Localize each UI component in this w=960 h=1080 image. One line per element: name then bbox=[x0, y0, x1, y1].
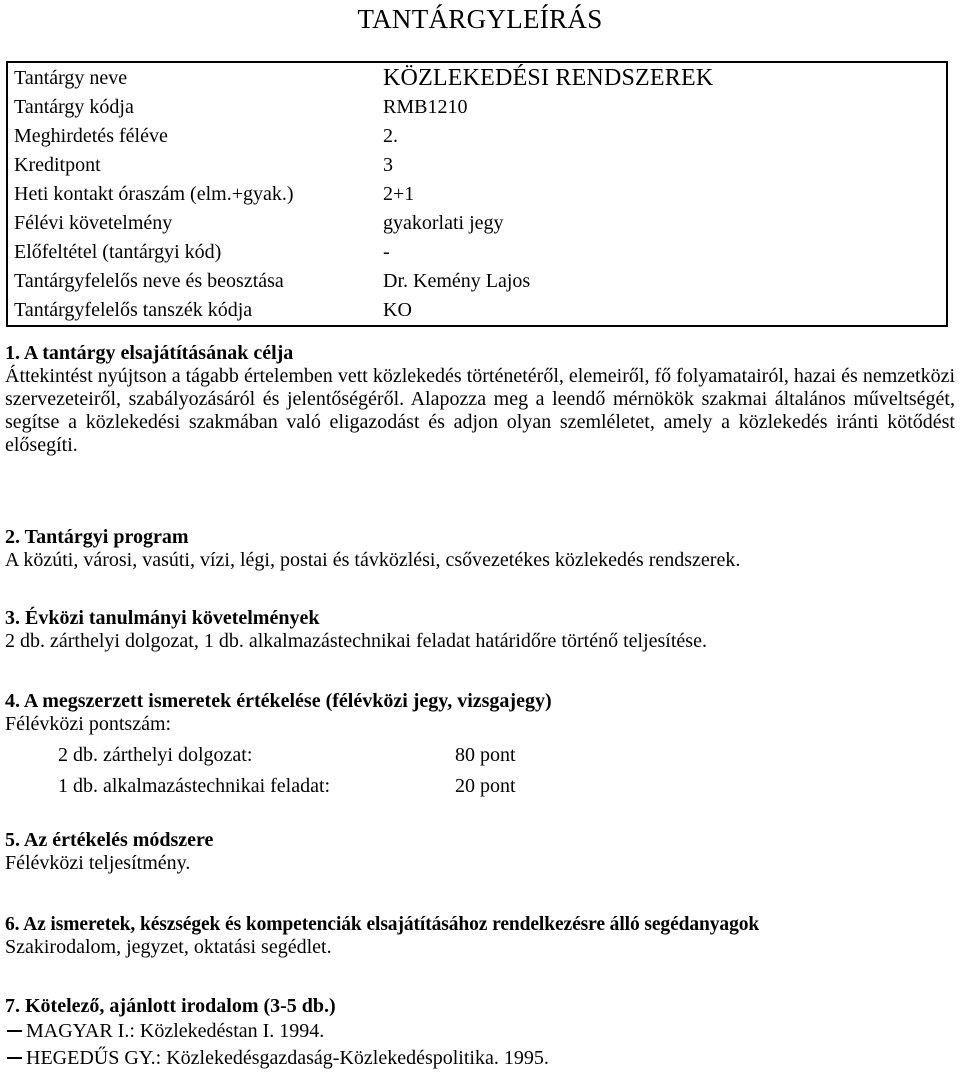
requirement-label: Félévi követelmény bbox=[14, 212, 173, 234]
section-heading: 7. Kötelező, ajánlott irodalom (3-5 db.) bbox=[5, 995, 336, 1017]
subject-name-value: KÖZLEKEDÉSI RENDSZEREK bbox=[383, 64, 714, 91]
dash-bullet-icon bbox=[7, 1057, 22, 1059]
subject-info-table bbox=[6, 61, 948, 327]
section-heading: 2. Tantárgyi program bbox=[5, 526, 189, 548]
section-heading: 4. A megszerzett ismeretek értékelése (félévközi jegy, vizsgajegy) bbox=[5, 690, 552, 712]
contact-hours-label: Heti kontakt óraszám (elm.+gyak.) bbox=[14, 183, 294, 205]
section-intro: Félévközi pontszám: bbox=[5, 713, 172, 735]
credit-value: 3 bbox=[383, 154, 393, 176]
section-heading: 3. Évközi tanulmányi követelmények bbox=[5, 607, 320, 629]
literature-text: HEGEDŰS GY.: Közlekedésgazdaság-Közlekedéspolitika. 1995. bbox=[26, 1047, 549, 1069]
subject-code-label: Tantárgy kódja bbox=[14, 96, 134, 118]
section-method bbox=[5, 829, 955, 875]
prerequisite-label: Előfeltétel (tantárgyi kód) bbox=[14, 241, 222, 263]
score-value: 20 pont bbox=[455, 775, 516, 797]
section-evaluation bbox=[5, 690, 955, 806]
score-label: 1 db. alkalmazástechnikai feladat: bbox=[58, 775, 331, 797]
section-text: Félévközi teljesítmény. bbox=[5, 852, 191, 874]
responsible-person-value: Dr. Kemény Lajos bbox=[383, 270, 531, 292]
section-heading: 5. Az értékelés módszere bbox=[5, 829, 214, 851]
credit-label: Kreditpont bbox=[14, 154, 101, 176]
department-code-label: Tantárgyfelelős tanszék kódja bbox=[14, 299, 253, 321]
section-goal bbox=[5, 342, 955, 457]
prerequisite-value: - bbox=[383, 241, 390, 263]
table-row bbox=[7, 122, 947, 151]
literature-text: MAGYAR I.: Közlekedéstan I. 1994. bbox=[26, 1020, 325, 1042]
score-label: 2 db. zárthelyi dolgozat: bbox=[58, 744, 253, 766]
section-materials bbox=[5, 913, 955, 959]
semester-value: 2. bbox=[383, 125, 398, 147]
dash-bullet-icon bbox=[7, 1030, 22, 1032]
section-literature bbox=[5, 995, 955, 1072]
document-title: TANTÁRGYLEÍRÁS bbox=[357, 4, 603, 34]
score-value: 80 pont bbox=[455, 744, 516, 766]
contact-hours-value: 2+1 bbox=[383, 183, 415, 205]
section-text: 2 db. zárthelyi dolgozat, 1 db. alkalmazástechnikai feladat határidőre történő teljesítése. bbox=[5, 630, 707, 652]
section-heading: 6. Az ismeretek, készségek és kompetenciák elsajátításához rendelkezésre álló segédanyagok bbox=[5, 914, 760, 935]
subject-code-value: RMB1210 bbox=[383, 96, 468, 118]
score-row bbox=[5, 744, 955, 775]
section-text: A közúti, városi, vasúti, vízi, légi, postai és távközlési, csővezetékes közlekedés rendszerek. bbox=[5, 549, 741, 571]
department-code-value: KO bbox=[383, 299, 412, 321]
list-item bbox=[5, 1018, 955, 1045]
section-requirements bbox=[5, 607, 955, 653]
table-row bbox=[7, 151, 947, 180]
requirement-value: gyakorlati jegy bbox=[383, 212, 504, 234]
table-row bbox=[7, 93, 947, 122]
table-row bbox=[7, 238, 947, 267]
section-heading: 1. A tantárgy elsajátításának célja bbox=[5, 342, 294, 364]
subject-name-label: Tantárgy neve bbox=[14, 66, 128, 89]
table-row bbox=[7, 267, 947, 296]
section-program bbox=[5, 526, 955, 572]
score-row bbox=[5, 775, 955, 806]
table-row bbox=[7, 209, 947, 238]
section-text: Szakirodalom, jegyzet, oktatási segédlet. bbox=[5, 936, 332, 958]
section-text: Áttekintést nyújtson a tágabb értelemben vett közlekedés történetéről, elemeiről, fő folyamatairól, hazai és nemzetközi szervezeteiről, szabályozásáról és jelentőségéről. Alapozza meg a leendő mérnökök szakmai általános műveltségét, segítse a közlekedési szakmában való eligazodást és adjon olyan szemléletet, amely a közlekedés iránti kötődést elősegíti. bbox=[5, 365, 955, 456]
table-row bbox=[7, 180, 947, 209]
table-row bbox=[7, 296, 947, 326]
semester-label: Meghirdetés féléve bbox=[14, 125, 168, 147]
table-row bbox=[7, 62, 947, 93]
list-item bbox=[5, 1045, 955, 1072]
responsible-person-label: Tantárgyfelelős neve és beosztása bbox=[14, 270, 284, 292]
